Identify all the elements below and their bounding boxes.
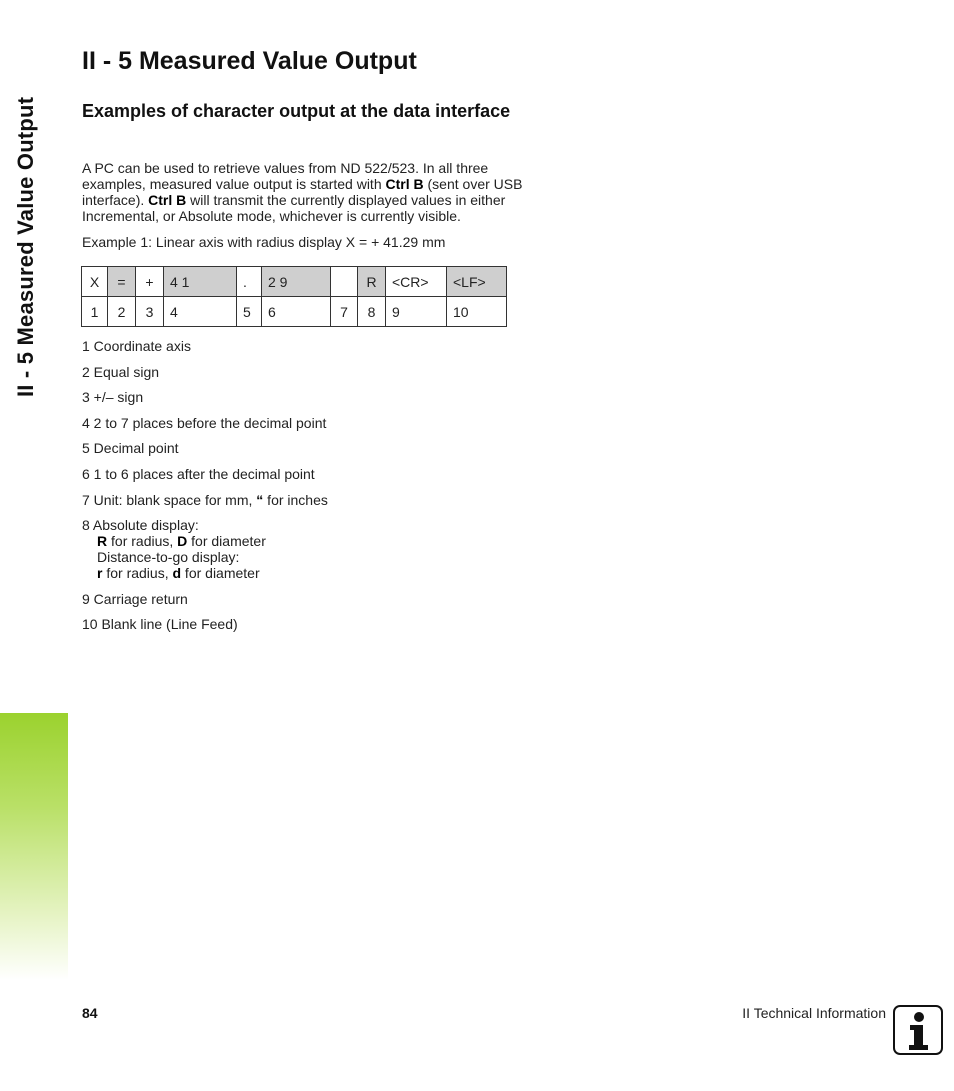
side-tab-gradient <box>0 713 68 980</box>
inch-symbol: “ <box>256 491 264 508</box>
table-row <box>82 267 507 297</box>
output-format-table <box>81 266 507 327</box>
legend-display-title: 8 Absolute display: <box>82 517 199 534</box>
legend-item-display <box>82 517 542 581</box>
legend-item: 6 1 to 6 places after the decimal point <box>82 465 315 482</box>
table-cell: 2 9 <box>262 267 331 297</box>
legend-list <box>82 338 542 642</box>
table-row <box>82 297 507 327</box>
legend-display-abs <box>82 533 542 549</box>
example-caption: Example 1: Linear axis with radius display X = + 41.29 mm <box>82 234 446 250</box>
page-title: II - 5 Measured Value Output <box>82 47 417 75</box>
table-cell: <CR> <box>386 267 447 297</box>
footer-section-title: II Technical Information <box>742 1005 886 1021</box>
legend-text: for radius, <box>102 565 173 582</box>
code-R: R <box>97 533 108 550</box>
legend-text: for radius, <box>107 533 178 550</box>
code-r: r <box>97 565 103 582</box>
legend-item: 2 Equal sign <box>82 363 160 380</box>
page-number: 84 <box>82 1005 98 1021</box>
table-cell: + <box>136 267 164 297</box>
intro-text-1: A PC can be used to retrieve values from ND 522/523. In all three examples, measured value output is started with <box>82 160 489 192</box>
legend-item: 9 Carriage return <box>82 590 188 607</box>
code-D: D <box>177 533 188 550</box>
table-cell: 7 <box>331 297 358 327</box>
legend-item: 10 Blank line (Line Feed) <box>82 616 238 633</box>
keyword-ctrl-b: Ctrl B <box>385 176 424 192</box>
table-cell: 2 <box>108 297 136 327</box>
legend-item: 5 Decimal point <box>82 440 179 457</box>
table-cell: <LF> <box>447 267 507 297</box>
legend-display-dtg: Distance-to-go display: <box>97 549 240 566</box>
table-cell: 1 <box>82 297 108 327</box>
table-cell: 6 <box>262 297 331 327</box>
table-cell: R <box>358 267 386 297</box>
legend-item: 4 2 to 7 places before the decimal point <box>82 414 327 431</box>
table-cell: 8 <box>358 297 386 327</box>
table-cell: 9 <box>386 297 447 327</box>
intro-text-2: (sent over USB interface). <box>82 176 523 208</box>
legend-text: for diameter <box>181 565 260 582</box>
legend-item: 3 +/– sign <box>82 389 144 406</box>
keyword-ctrl-b-2: Ctrl B <box>148 192 187 208</box>
table-cell: X <box>82 267 108 297</box>
legend-unit-text: 7 Unit: blank space for mm, <box>82 491 257 508</box>
side-title-text: II - 5 Measured Value Output <box>13 96 38 397</box>
table-cell: 5 <box>237 297 262 327</box>
legend-item: 1 Coordinate axis <box>82 338 191 354</box>
code-d: d <box>172 565 182 582</box>
intro-paragraph <box>82 160 532 224</box>
table-cell: 4 <box>164 297 237 327</box>
legend-unit-text-2: for inches <box>263 491 328 508</box>
table-cell: . <box>237 267 262 297</box>
table-cell: 3 <box>136 297 164 327</box>
legend-display-dtg-codes <box>82 565 542 581</box>
intro-text-3: will transmit the currently displayed values in either Incremental, or Absolute mode, whichever is currently visible. <box>82 192 506 224</box>
side-title <box>4 45 48 400</box>
table-cell <box>331 267 358 297</box>
info-icon <box>893 1005 943 1055</box>
table-cell: 4 1 <box>164 267 237 297</box>
info-icon-glyph <box>895 1007 941 1053</box>
legend-text: for diameter <box>187 533 266 550</box>
table-cell: 10 <box>447 297 507 327</box>
section-heading: Examples of character output at the data interface <box>82 101 511 121</box>
table-cell: = <box>108 267 136 297</box>
legend-item-unit <box>82 492 542 508</box>
